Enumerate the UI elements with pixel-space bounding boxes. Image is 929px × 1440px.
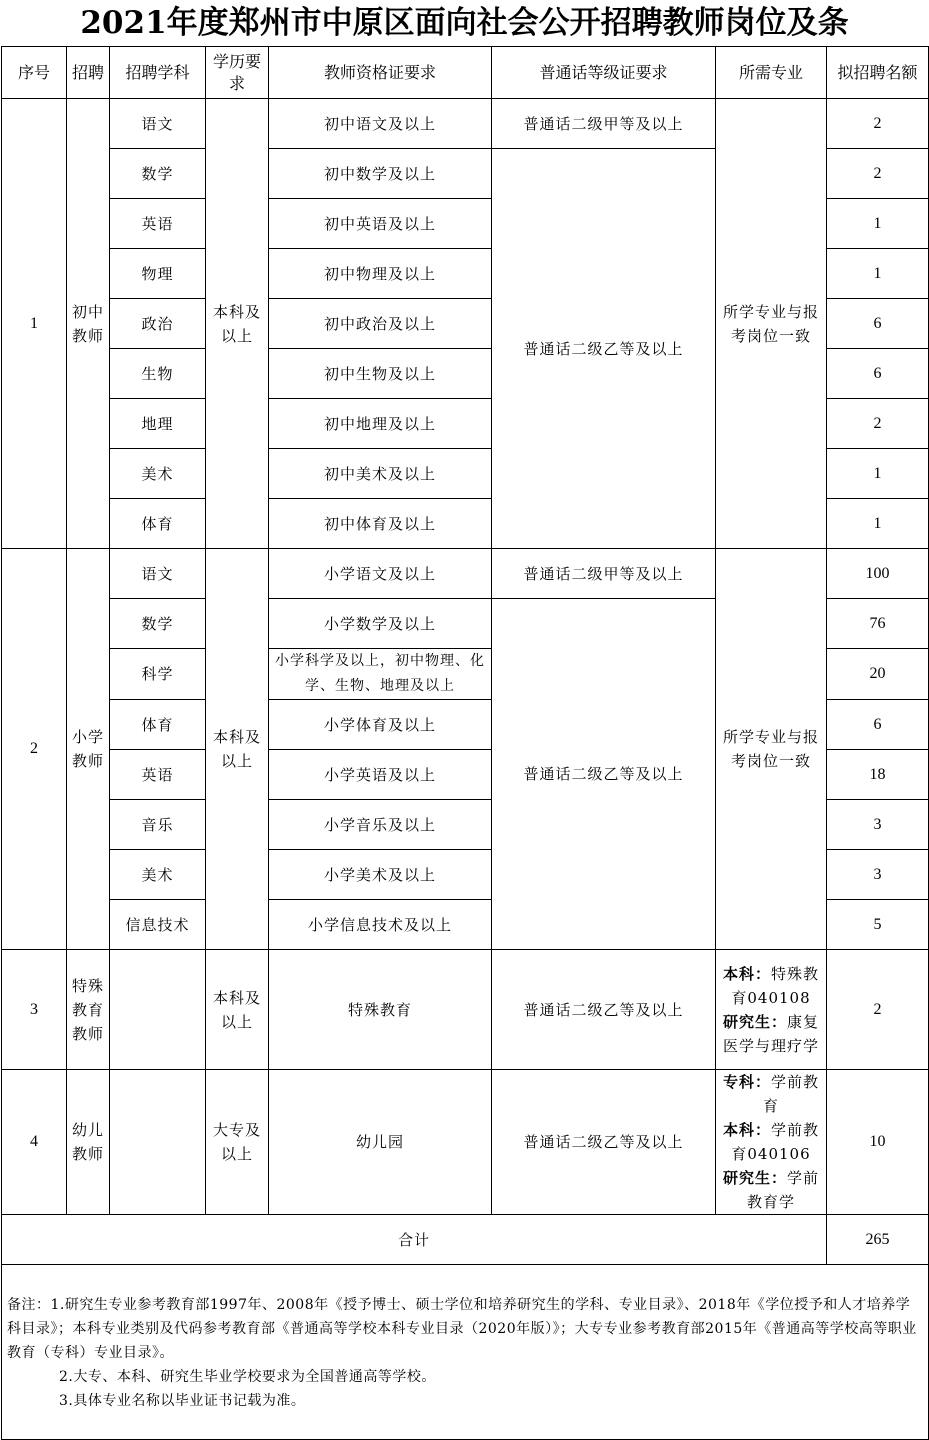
header-recruit: 招聘: [67, 47, 110, 99]
subject-cell: 地理: [110, 399, 206, 449]
subject-cell: 生物: [110, 349, 206, 399]
seq-cell: 4: [2, 1070, 67, 1215]
mandarin-cell: 普通话二级乙等及以上: [492, 149, 716, 549]
quota-cell: 1: [827, 449, 929, 499]
cert-cell: 小学体育及以上: [269, 700, 492, 750]
quota-cell: 1: [827, 499, 929, 549]
category-cell: 幼儿教师: [67, 1070, 110, 1215]
quota-cell: 2: [827, 99, 929, 149]
cert-cell: 初中政治及以上: [269, 299, 492, 349]
mandarin-cell: 普通话二级乙等及以上: [492, 599, 716, 950]
cert-cell: 小学信息技术及以上: [269, 900, 492, 950]
table-row: [2, 549, 929, 599]
quota-cell: 6: [827, 299, 929, 349]
major-cell: 所学专业与报考岗位一致: [716, 549, 827, 950]
cert-cell: 小学语文及以上: [269, 549, 492, 599]
category-cell: 小学教师: [67, 549, 110, 950]
note-line: 3.具体专业名称以毕业证书记载为准。: [59, 1393, 306, 1409]
quota-cell: 2: [827, 399, 929, 449]
mandarin-cell: 普通话二级乙等及以上: [492, 1070, 716, 1215]
seq-cell: 1: [2, 99, 67, 549]
mandarin-cell: 普通话二级甲等及以上: [492, 549, 716, 599]
subject-cell: 体育: [110, 700, 206, 750]
table-row: [2, 1070, 929, 1215]
cert-cell: 小学科学及以上，初中物理、化学、生物、地理及以上: [269, 649, 492, 700]
major-level-label: 研究生：: [722, 1012, 787, 1031]
table-row: [2, 99, 929, 149]
header-cert: 教师资格证要求: [269, 47, 492, 99]
edu-cell: 本科及以上: [206, 549, 269, 950]
header-subject: 招聘学科: [110, 47, 206, 99]
cert-cell: 初中美术及以上: [269, 449, 492, 499]
quota-cell: 10: [827, 1070, 929, 1215]
quota-cell: 6: [827, 349, 929, 399]
major-cell: 所学专业与报考岗位一致: [716, 99, 827, 549]
subject-cell: 体育: [110, 499, 206, 549]
subject-cell: [110, 950, 206, 1070]
edu-cell: 本科及以上: [206, 950, 269, 1070]
cert-cell: 初中物理及以上: [269, 249, 492, 299]
quota-cell: 3: [827, 800, 929, 850]
quota-cell: 20: [827, 649, 929, 700]
cert-cell: 幼儿园: [269, 1070, 492, 1215]
major-name: 康复医学与理疗学: [722, 1012, 820, 1055]
seq-cell: 3: [2, 950, 67, 1070]
header-major: 所需专业: [716, 47, 827, 99]
major-cell: [716, 1070, 827, 1215]
quota-cell: 6: [827, 700, 929, 750]
cert-cell: 初中地理及以上: [269, 399, 492, 449]
cert-cell: 特殊教育: [269, 950, 492, 1070]
note-line: 2.大专、本科、研究生毕业学校要求为全国普通高等学校。: [59, 1369, 436, 1385]
quota-cell: 2: [827, 950, 929, 1070]
notes-cell: [2, 1265, 929, 1440]
major-level-label: 本科：: [722, 1121, 771, 1139]
header-quota: 拟招聘名额: [827, 47, 929, 99]
subject-cell: 语文: [110, 99, 206, 149]
quota-cell: 5: [827, 900, 929, 950]
total-row: [2, 1215, 929, 1265]
subject-cell: [110, 1070, 206, 1215]
table-row: [2, 950, 929, 1070]
subject-cell: 英语: [110, 750, 206, 800]
major-cell: [716, 950, 827, 1070]
page-title: 2021年度郑州市中原区面向社会公开招聘教师岗位及条: [80, 5, 849, 41]
quota-cell: 3: [827, 850, 929, 900]
cert-cell: 初中体育及以上: [269, 499, 492, 549]
quota-cell: 18: [827, 750, 929, 800]
category-cell: 特殊教育教师: [67, 950, 110, 1070]
cert-cell: 小学美术及以上: [269, 850, 492, 900]
total-label: 合计: [2, 1215, 827, 1265]
subject-cell: 数学: [110, 149, 206, 199]
quota-cell: 1: [827, 249, 929, 299]
major-name: 特殊教育040108: [731, 964, 820, 1007]
note-line: 备注：1.研究生专业参考教育部1997年、2008年《授予博士、硕士学位和培养研究生的学科、专业目录》、2018年《学位授予和人才培养学科目录》；本科专业类别及代码参考教育部《普通高等学校本科专业目录（2020年版）》；大专专业参考教育部2015年《普通高等学校高等职业教育（专科）专业目录》。: [7, 1297, 917, 1361]
mandarin-cell: 普通话二级乙等及以上: [492, 950, 716, 1070]
edu-cell: 大专及以上: [206, 1070, 269, 1215]
subject-cell: 美术: [110, 850, 206, 900]
notes-row: [2, 1265, 929, 1440]
header-row: [2, 47, 929, 99]
cert-cell: 小学音乐及以上: [269, 800, 492, 850]
edu-cell: 本科及以上: [206, 99, 269, 549]
major-name: 学前教育学: [746, 1169, 820, 1211]
major-level-label: 研究生：: [722, 1169, 787, 1187]
cert-cell: 初中生物及以上: [269, 349, 492, 399]
major-name: 学前教育: [762, 1073, 820, 1115]
subject-cell: 政治: [110, 299, 206, 349]
recruitment-table: [1, 46, 929, 1440]
quota-cell: 76: [827, 599, 929, 649]
subject-cell: 物理: [110, 249, 206, 299]
major-name: 学前教育040106: [731, 1121, 820, 1163]
header-seq: 序号: [2, 47, 67, 99]
subject-cell: 科学: [110, 649, 206, 700]
subject-cell: 信息技术: [110, 900, 206, 950]
subject-cell: 语文: [110, 549, 206, 599]
header-mandarin: 普通话等级证要求: [492, 47, 716, 99]
header-edu: 学历要求: [206, 47, 269, 99]
subject-cell: 数学: [110, 599, 206, 649]
cert-cell: 小学英语及以上: [269, 750, 492, 800]
major-level-label: 专科：: [722, 1073, 771, 1091]
cert-cell: 初中数学及以上: [269, 149, 492, 199]
total-value: 265: [827, 1215, 929, 1265]
category-cell: 初中教师: [67, 99, 110, 549]
mandarin-cell: 普通话二级甲等及以上: [492, 99, 716, 149]
subject-cell: 美术: [110, 449, 206, 499]
cert-cell: 初中英语及以上: [269, 199, 492, 249]
subject-cell: 音乐: [110, 800, 206, 850]
quota-cell: 2: [827, 149, 929, 199]
quota-cell: 1: [827, 199, 929, 249]
cert-cell: 小学数学及以上: [269, 599, 492, 649]
seq-cell: 2: [2, 549, 67, 950]
cert-cell: 初中语文及以上: [269, 99, 492, 149]
subject-cell: 英语: [110, 199, 206, 249]
major-level-label: 本科：: [722, 964, 771, 983]
quota-cell: 100: [827, 549, 929, 599]
